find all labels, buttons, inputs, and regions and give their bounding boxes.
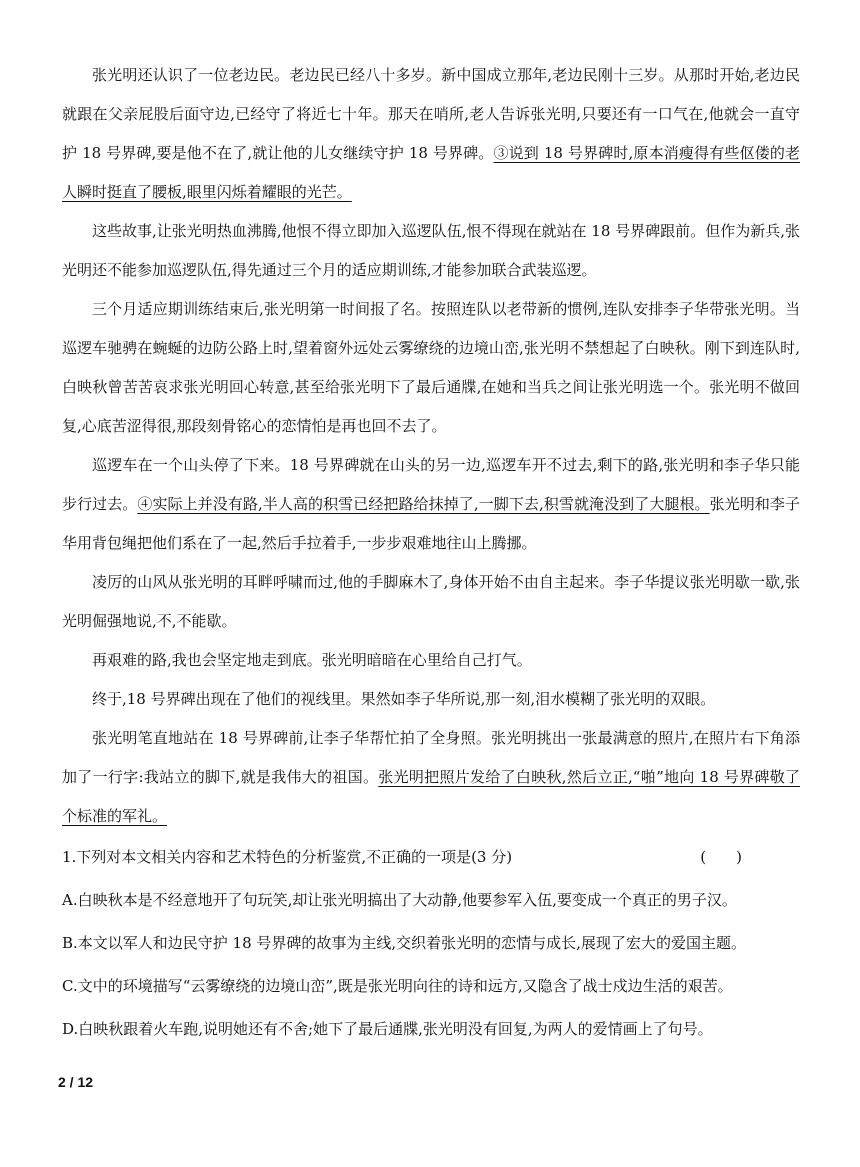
option-c: C.文中的环境描写“云雾缭绕的边境山峦”,既是张光明向往的诗和远方,又隐含了战士戍边生活的艰苦。	[62, 977, 733, 995]
option-d: D.白映秋跟着火车跑,说明她还有不舍;她下了最后通牒,张光明没有回复,为两人的爱情画上了句号。	[62, 1020, 713, 1038]
paragraph-text: 这些故事,让张光明热血沸腾,他恨不得立即加入巡逻队伍,恨不得现在就站在 18 号界碑跟前。但作为新兵,张光明还不能参加巡逻队伍,得先通过三个月的适应期训练,才能参加联合武装巡逻。	[62, 222, 800, 279]
paragraph-new-recruit	[62, 212, 800, 290]
underlined-closing-sentence: 张光明把照片发给了白映秋,然后立正,“啪”地向 18 号界碑敬了个标准的军礼。	[62, 768, 800, 825]
paragraph-text: 张光明和李子华用背包绳把他们系在了一起,然后手拉着手,一步步艰难地往山上腾挪。	[62, 495, 800, 552]
paragraph-text: 终于,18 号界碑出现在了他们的视线里。果然如李子华所说,那一刻,泪水模糊了张光明的双眼。	[92, 690, 716, 708]
paragraph-snow-path	[62, 446, 800, 563]
option-a: A.白映秋本是不经意地开了句玩笑,却让张光明搞出了大动静,他要参军入伍,要变成一个真正的男子汉。	[62, 891, 737, 909]
underlined-sentence-4: ④实际上并没有路,半人高的积雪已经把路给抹掉了,一脚下去,积雪就淹没到了大腿根。	[137, 495, 710, 513]
paragraph-self-encouragement	[62, 641, 800, 680]
paragraph-patrol-begins	[62, 290, 800, 446]
paragraph-text: 张光明笔直地站在 18 号界碑前,让李子华帮忙拍了全身照。张光明挑出一张最满意的照片,在照片右下角添加了一行字:我站立的脚下,就是我伟大的祖国。	[62, 729, 800, 786]
paragraph-text: 三个月适应期训练结束后,张光明第一时间报了名。按照连队以老带新的惯例,连队安排李子华带张光明。当巡逻车驰骋在蜿蜒的边防公路上时,望着窗外远处云雾缭绕的边境山峦,张光明不禁想起了白映秋。刚下到连队时,白映秋曾苦苦哀求张光明回心转意,甚至给张光明下了最后通牒,在她和当兵之间让张光明选一个。张光明不做回复,心底苦涩得很,那段刻骨铭心的恋情怕是再也回不去了。	[62, 300, 800, 435]
page-number: 2 / 12	[58, 1074, 94, 1090]
answer-blank: ( )	[700, 848, 742, 866]
paragraph-old-border-resident	[62, 56, 800, 212]
paragraph-text: 再艰难的路,我也会坚定地走到底。张光明暗暗在心里给自己打气。	[92, 651, 532, 669]
paragraph-text: 巡逻车在一个山头停了下来。18 号界碑就在山头的另一边,巡逻车开不过去,剩下的路,张光明和李子华只能步行过去。	[62, 456, 800, 513]
question-stem	[62, 847, 800, 867]
paragraph-text: 张光明还认识了一位老边民。老边民已经八十多岁。新中国成立那年,老边民刚十三岁。从那时开始,老边民就跟在父亲屁股后面守边,已经守了将近七十年。那天在哨所,老人告诉张光明,只要还有一口气在,他就会一直守护 18 号界碑,要是他不在了,就让他的儿女继续守护 18 号界碑。	[62, 66, 800, 162]
paragraph-salute	[62, 719, 800, 836]
question-text: 1.下列对本文相关内容和艺术特色的分析鉴赏,不正确的一项是(3 分)	[62, 848, 513, 866]
paragraph-text: 凌厉的山风从张光明的耳畔呼啸而过,他的手脚麻木了,身体开始不由自主起来。李子华提议张光明歇一歇,张光明倔强地说,不,不能歇。	[62, 573, 800, 630]
paragraph-boundary-marker-sighted	[62, 680, 800, 719]
paragraph-mountain-wind	[62, 563, 800, 641]
underlined-sentence-3: ③说到 18 号界碑时,原本消瘦得有些伛偻的老人瞬时挺直了腰板,眼里闪烁着耀眼的光芒。	[62, 144, 800, 201]
option-b: B.本文以军人和边民守护 18 号界碑的故事为主线,交织着张光明的恋情与成长,展现了宏大的爱国主题。	[62, 934, 746, 952]
